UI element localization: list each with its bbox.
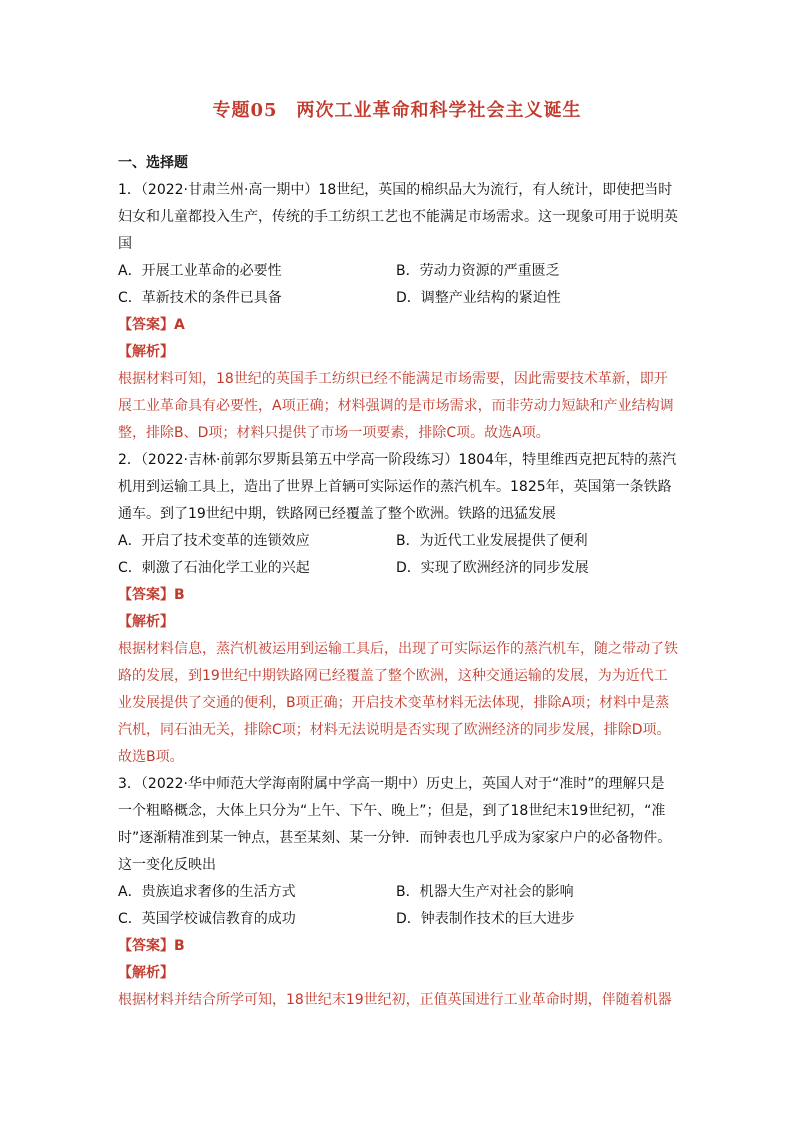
question-1 bbox=[118, 177, 678, 447]
option-c: C．英国学校诚信教育的成功 bbox=[118, 911, 296, 927]
option-a: A．开启了技术变革的连锁效应 bbox=[118, 533, 310, 549]
answer-label: 【答案】 bbox=[118, 317, 174, 333]
page-title: 专题05 两次工业革命和科学社会主义诞生 bbox=[212, 100, 582, 121]
options bbox=[118, 528, 678, 582]
analysis-label: 【解析】 bbox=[118, 965, 174, 981]
answer-value: A bbox=[174, 317, 185, 333]
question-stem: 3．（2022·华中师范大学海南附属中学高一期中）历史上，英国人对于“准时”的理解只是一个粗略概念，大体上只分为“上午、下午、晚上”；但是，到了18世纪末19世纪初，“准时”逐渐精准到某一钟点，甚至某刻、某一分钟．而钟表也几乎成为家家户户的必备物件。这一变化反映出 bbox=[118, 776, 672, 873]
option-d: D．实现了欧洲经济的同步发展 bbox=[396, 560, 589, 576]
question-stem: 2．（2022·吉林·前郭尔罗斯县第五中学高一阶段练习）1804年，特里维西克把瓦特的蒸汽机用到运输工具上，造出了世界上首辆可实际运作的蒸汽机车。1825年，英国第一条铁路通车。到了19世纪中期，铁路网已经覆盖了整个欧洲。铁路的迅猛发展 bbox=[118, 452, 677, 522]
answer-value: B bbox=[174, 938, 185, 954]
option-c: C．革新技术的条件已具备 bbox=[118, 290, 282, 306]
option-a: A．贵族追求奢侈的生活方式 bbox=[118, 884, 296, 900]
analysis-label: 【解析】 bbox=[118, 614, 174, 630]
analysis-text: 根据材料并结合所学可知，18世纪末19世纪初，正值英国进行工业革命时期，伴随着机器 bbox=[118, 992, 672, 1008]
answer-line bbox=[118, 933, 678, 960]
answer-line bbox=[118, 312, 678, 339]
question-3 bbox=[118, 771, 678, 1014]
option-a: A．开展工业革命的必要性 bbox=[118, 263, 282, 279]
answer-value: B bbox=[174, 587, 185, 603]
content bbox=[118, 150, 678, 1014]
answer-label: 【答案】 bbox=[118, 938, 174, 954]
option-b: B．劳动力资源的严重匮乏 bbox=[396, 263, 560, 279]
option-b: B．为近代工业发展提供了便利 bbox=[396, 533, 588, 549]
analysis-text: 根据材料可知，18世纪的英国手工纺织已经不能满足市场需要，因此需要技术革新，即开展工业革命具有必要性，A项正确；材料强调的是市场需求，而非劳动力短缺和产业结构调整，排除B、D项；材料只提供了市场一项要素，排除C项。故选A项。 bbox=[118, 371, 674, 441]
question-2 bbox=[118, 447, 678, 771]
analysis-label: 【解析】 bbox=[118, 344, 174, 360]
options bbox=[118, 879, 678, 933]
option-d: D．钟表制作技术的巨大进步 bbox=[396, 911, 575, 927]
options bbox=[118, 258, 678, 312]
option-d: D．调整产业结构的紧迫性 bbox=[396, 290, 561, 306]
option-c: C．刺激了石油化学工业的兴起 bbox=[118, 560, 310, 576]
analysis-text: 根据材料信息，蒸汽机被运用到运输工具后，出现了可实际运作的蒸汽机车，随之带动了铁路的发展，到19世纪中期铁路网已经覆盖了整个欧洲，这种交通运输的发展，为为近代工业发展提供了交通的便利，B项正确；开启技术变革材料无法体现，排除A项；材料中是蒸汽机，同石油无关，排除C项；材料无法说明是否实现了欧洲经济的同步发展，排除D项。故选B项。 bbox=[118, 641, 678, 765]
section-heading: 一、选择题 bbox=[118, 155, 188, 171]
question-stem: 1．（2022·甘肃兰州·高一期中）18世纪，英国的棉织品大为流行，有人统计，即使把当时妇女和儿童都投入生产，传统的手工纺织工艺也不能满足市场需求。这一现象可用于说明英国 bbox=[118, 182, 678, 252]
answer-line bbox=[118, 582, 678, 609]
answer-label: 【答案】 bbox=[118, 587, 174, 603]
option-b: B．机器大生产对社会的影响 bbox=[396, 884, 574, 900]
